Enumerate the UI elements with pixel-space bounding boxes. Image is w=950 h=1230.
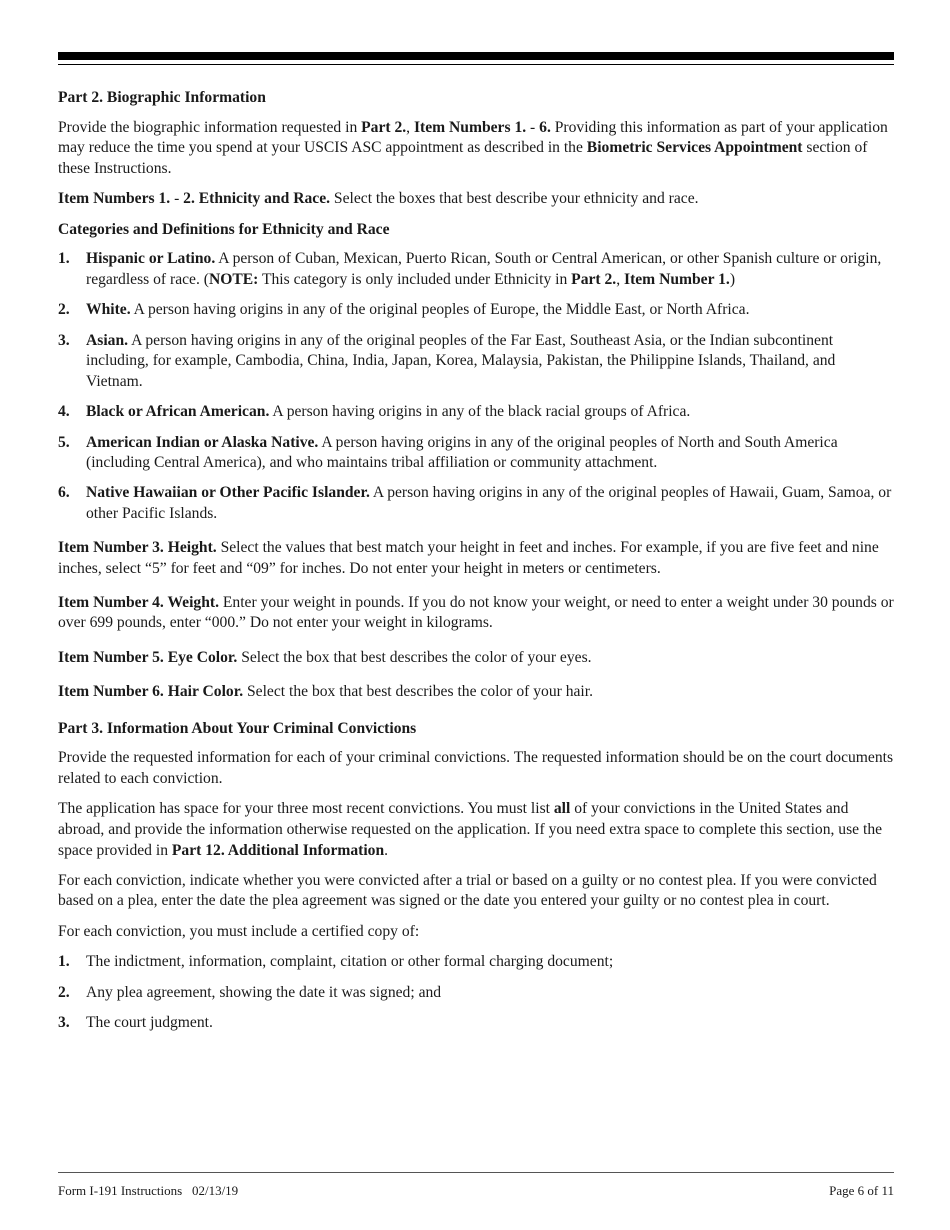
item3-height: Item Number 3. Height. Select the values that best match your height in feet and inches. For example, if you are five feet and nine inches, select “5” for feet and “09” for inches. Do not enter your height in meters or centimeters.: [58, 539, 879, 577]
list-item: 2. Any plea agreement, showing the date it was signed; and: [58, 983, 442, 1001]
part3-para-4: For each conviction, you must include a certified copy of:: [58, 922, 420, 940]
part2-heading: Part 2. Biographic Information: [58, 89, 266, 106]
footer-form-id: Form I-191 Instructions 02/13/19: [58, 1183, 239, 1198]
list-item: 5. American Indian or Alaska Native. A person having origins in any of the original peoples of North and South America (including Central America), and who maintains tribal affiliation or community attachment.: [58, 433, 838, 472]
part3-heading: Part 3. Information About Your Criminal Convictions: [58, 719, 417, 737]
list-item: 1. The indictment, information, complaint, citation or other formal charging document;: [58, 953, 614, 971]
list-item: 2. White. A person having origins in any of the original peoples of Europe, the Middle East, or North Africa.: [58, 301, 750, 319]
list-item: 6. Native Hawaiian or Other Pacific Islander. A person having origins in any of the original peoples of Hawaii, Guam, Samoa, or other Pacific Islands.: [58, 484, 892, 523]
part3-para-1: Provide the requested information for each of your criminal convictions. The requested information should be on the court documents related to each conviction.: [58, 749, 894, 787]
footer-page-number: Page 6 of 11: [829, 1183, 894, 1198]
part3-para-3: For each conviction, indicate whether you were convicted after a trial or based on a guilty or no contest plea. If you were convicted based on a plea, enter the date the plea agreement was signed or the date you entered your guilty or no contest plea in court.: [58, 871, 877, 910]
list-item: 1. Hispanic or Latino. A person of Cuban, Mexican, Puerto Rican, South or Central American, or other Spanish culture or origin, regardless of race. (NOTE: This category is only included under Ethnicity in Part 2., Item Number 1.): [58, 250, 882, 288]
item4-weight: Item Number 4. Weight. Enter your weight in pounds. If you do not know your weight, or need to enter a weight under 30 pounds or over 699 pounds, enter “000.” Do not enter your weight in kilograms.: [58, 593, 894, 632]
page-content: [58, 88, 894, 1043]
list-item: 4. Black or African American. A person having origins in any of the black racial groups of Africa.: [58, 403, 691, 421]
header-thin-rule: [58, 64, 894, 65]
document-page: [58, 0, 894, 1230]
item5-eye-color: Item Number 5. Eye Color. Select the box that best describes the color of your eyes.: [58, 648, 592, 666]
part2-intro: Provide the biographic information requested in Part 2., Item Numbers 1. - 6. Providing this information as part of your application may reduce the time you spend at your USCIS ASC appointment as described in the Biometric Services Appointment section of these Instructions.: [58, 118, 888, 177]
items-1-2-ethnicity-race: Item Numbers 1. - 2. Ethnicity and Race. Select the boxes that best describe your ethnicity and race.: [58, 190, 699, 208]
categories-list: [58, 249, 894, 525]
categories-heading: Categories and Definitions for Ethnicity and Race: [58, 220, 390, 238]
required-documents-list: [58, 952, 894, 1033]
list-item: 3. Asian. A person having origins in any of the original peoples of the Far East, Southeast Asia, or the Indian subcontinent including, for example, Cambodia, China, India, Japan, Korea, Malaysia, Pakistan, the Philippine Islands, Thailand, and Vietnam.: [58, 331, 836, 390]
list-item: 3. The court judgment.: [58, 1014, 213, 1032]
footer-rule: [58, 1172, 894, 1173]
part3-para-2: The application has space for your three most recent convictions. You must list all of your convictions in the United States and abroad, and provide the information otherwise requested on the application. If you need extra space to complete this section, use the space provided in Part 12. Additional Information.: [58, 800, 883, 859]
header-thick-rule: [58, 52, 894, 60]
item6-hair-color: Item Number 6. Hair Color. Select the box that best describes the color of your hair.: [58, 682, 593, 700]
